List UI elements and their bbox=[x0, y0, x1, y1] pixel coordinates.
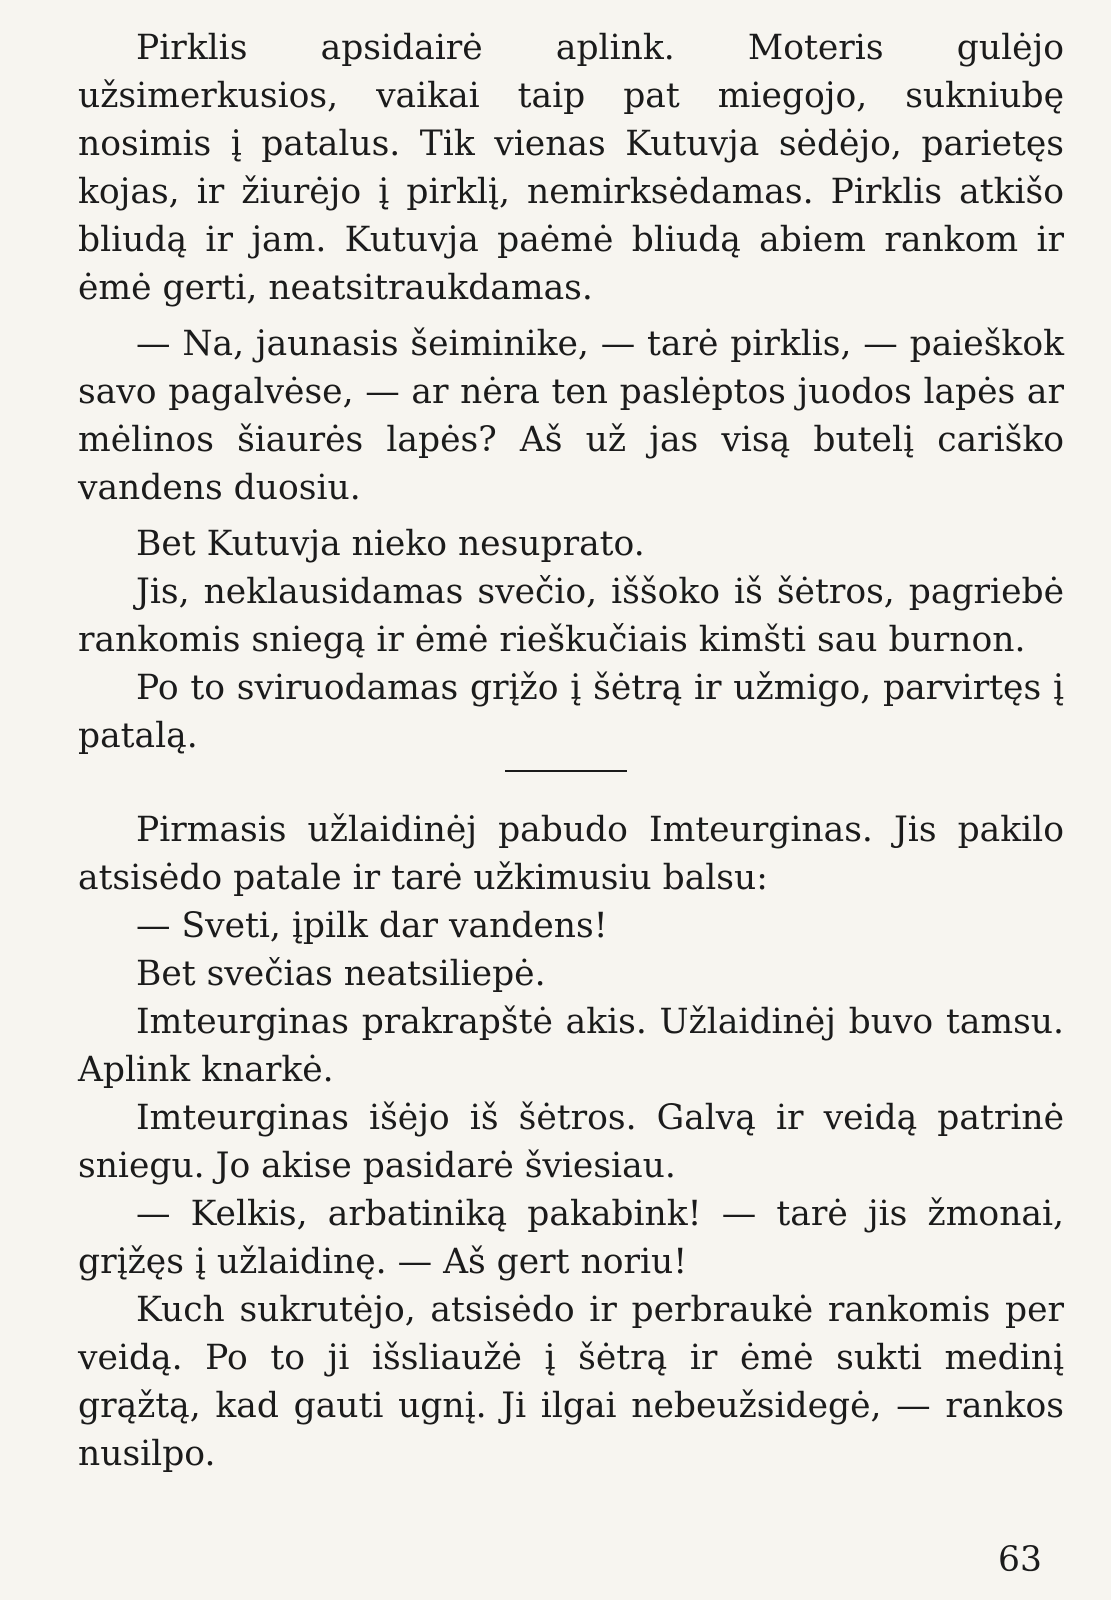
page-number: 63 bbox=[998, 1540, 1042, 1580]
paragraph: Bet Kutuvja nieko nesuprato. bbox=[136, 524, 645, 564]
paragraph: Po to sviruodamas grįžo į šėtrą ir užmigo, parvirtęs į patalą. bbox=[78, 668, 1064, 756]
paragraph: Pirmasis užlaidinėj pabudo Imteurginas. Jis pakilo atsisėdo patale ir tarė užkimusiu balsu: bbox=[78, 810, 1064, 898]
paragraph: Jis, neklausidamas svečio, iššoko iš šėtros, pagriebė rankomis sniegą ir ėmė rieškučiais kimšti sau burnon. bbox=[78, 572, 1064, 660]
paragraph: — Na, jaunasis šeiminike, — tarė pirklis, — paieškok savo pagalvėse, — ar nėra ten paslėptos juodos lapės ar mėlinos šiaurės lapės? Aš už jas visą butelį cariško vandens duosiu. bbox=[78, 324, 1064, 508]
text-section-top bbox=[78, 24, 1064, 760]
paragraph: Bet svečias neatsiliepė. bbox=[136, 954, 546, 994]
paragraph: — Kelkis, arbatiniką pakabink! — tarė jis žmonai, grįžęs į užlaidinę. — Aš gert noriu! bbox=[78, 1194, 1064, 1282]
paragraph: Imteurginas prakrapštė akis. Užlaidinėj buvo tamsu. Aplink knarkė. bbox=[78, 1002, 1064, 1090]
text-section-bottom bbox=[78, 806, 1064, 1478]
paragraph: Kuch sukrutėjo, atsisėdo ir perbraukė rankomis per veidą. Po to ji išsliaužė į šėtrą ir ėmė sukti medinį grąžtą, kad gauti ugnį. Ji ilgai nebeužsidegė, — rankos nusilpo. bbox=[78, 1290, 1064, 1474]
paragraph: Imteurginas išėjo iš šėtros. Galvą ir veidą patrinė sniegu. Jo akise pasidarė šviesiau. bbox=[78, 1098, 1064, 1186]
paragraph: Pirklis apsidairė aplink. Moteris gulėjo užsimerkusios, vaikai taip pat miegojo, sukniubę nosimis į patalus. Tik vienas Kutuvja sėdėjo, parietęs kojas, ir žiurėjo į pirklį, nemirksėdamas. Pirklis atkišo bliudą ir jam. Kutuvja paėmė bliudą abiem rankom ir ėmė gerti, neatsitraukdamas. bbox=[78, 28, 1064, 308]
paragraph: — Sveti, įpilk dar vandens! bbox=[136, 906, 608, 946]
section-divider bbox=[505, 770, 627, 772]
